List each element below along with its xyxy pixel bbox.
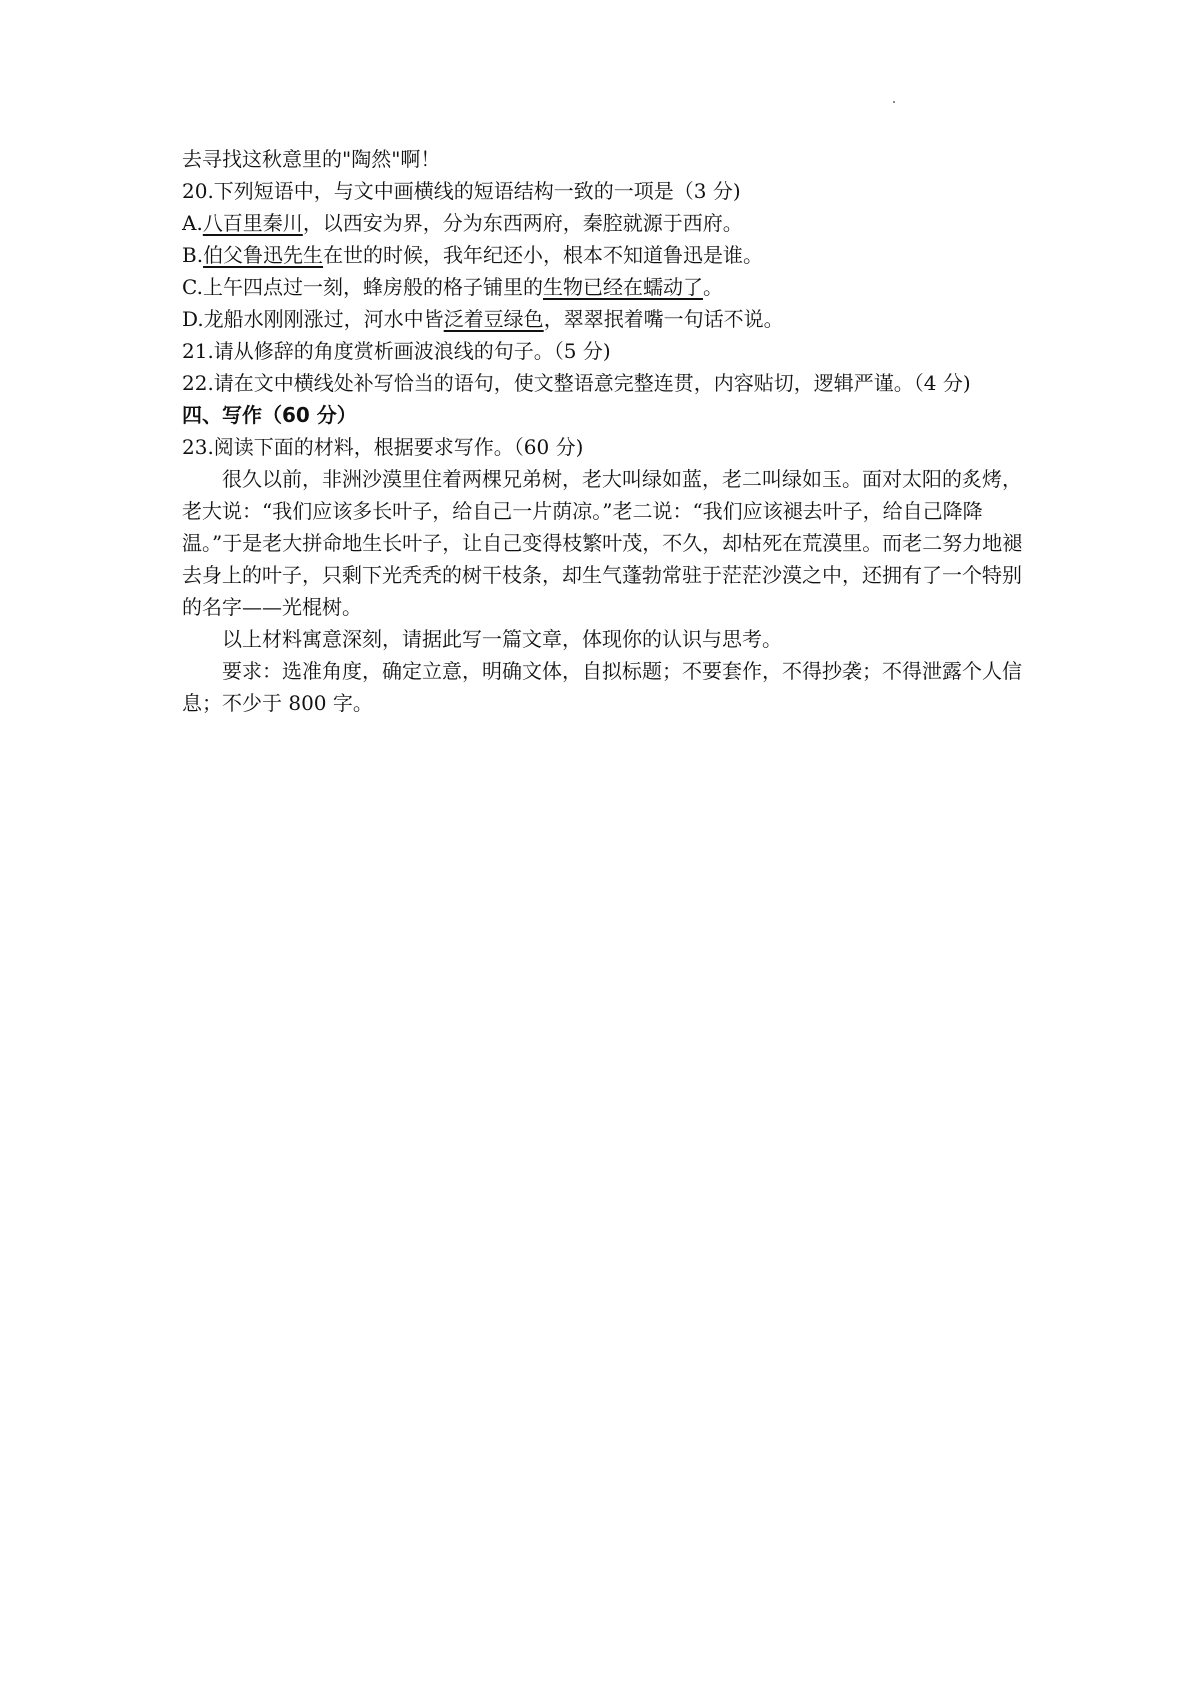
document-body — [182, 143, 1028, 719]
question-23-prompt: 以上材料寓意深刻，请据此写一篇文章，体现你的认识与思考。 — [222, 627, 782, 651]
question-23-requirements: 要求：选准角度，确定立意，明确文体，自拟标题；不要套作，不得抄袭；不得泄露个人信息；不少于 800 字。 — [182, 659, 1022, 715]
question-22: 22.请在文中横线处补写恰当的语句，使文整语意完整连贯，内容贴切，逻辑严谨。（4 分) — [182, 371, 971, 395]
continued-text-line: 去寻找这秋意里的"陶然"啊！ — [182, 147, 441, 171]
question-20-option-d — [182, 303, 1028, 335]
section-title: 四、写作（60 分） — [182, 403, 357, 427]
option-prefix: C.上午四点过一刻，蜂房般的格子铺里的 — [182, 275, 543, 299]
option-underlined-phrase: 八百里秦川 — [202, 211, 303, 235]
option-underlined-phrase: 泛着豆绿色 — [443, 307, 544, 331]
option-underlined-phrase: 伯父鲁迅先生 — [203, 243, 324, 267]
option-prefix: A. — [182, 211, 203, 235]
scan-speck — [893, 101, 895, 103]
question-20-option-a — [182, 207, 1028, 239]
option-prefix: B. — [182, 243, 204, 267]
option-underlined-phrase: 生物已经在蠕动了 — [542, 275, 703, 299]
question-20-option-b — [182, 239, 1028, 271]
option-text: 。 — [702, 275, 723, 299]
question-23-stem: 23.阅读下面的材料，根据要求写作。（60 分) — [182, 435, 584, 459]
question-20-option-c — [182, 271, 1028, 303]
question-21: 21.请从修辞的角度赏析画波浪线的句子。（5 分) — [182, 339, 611, 363]
question-23-material: 很久以前，非洲沙漠里住着两棵兄弟树，老大叫绿如蓝，老二叫绿如玉。面对太阳的炙烤，老大说：“我们应该多长叶子，给自己一片荫凉。”老二说：“我们应该褪去叶子，给自己降降温。”于是老大拼命地生长叶子，让自己变得枝繁叶茂，不久，却枯死在荒漠里。而老二努力地褪去身上的叶子，只剩下光秃秃的树干枝条，却生气蓬勃常驻于茫茫沙漠之中，还拥有了一个特别的名字——光棍树。 — [182, 467, 1023, 619]
option-text: ，以西安为界，分为东西两府，秦腔就源于西府。 — [302, 211, 743, 235]
option-prefix: D.龙船水刚刚涨过，河水中皆 — [182, 307, 444, 331]
option-text: 在世的时候，我年纪还小，根本不知道鲁迅是谁。 — [323, 243, 764, 267]
option-text: ，翠翠抿着嘴一句话不说。 — [543, 307, 784, 331]
question-20-stem: 20.下列短语中，与文中画横线的短语结构一致的一项是（3 分) — [182, 179, 741, 203]
